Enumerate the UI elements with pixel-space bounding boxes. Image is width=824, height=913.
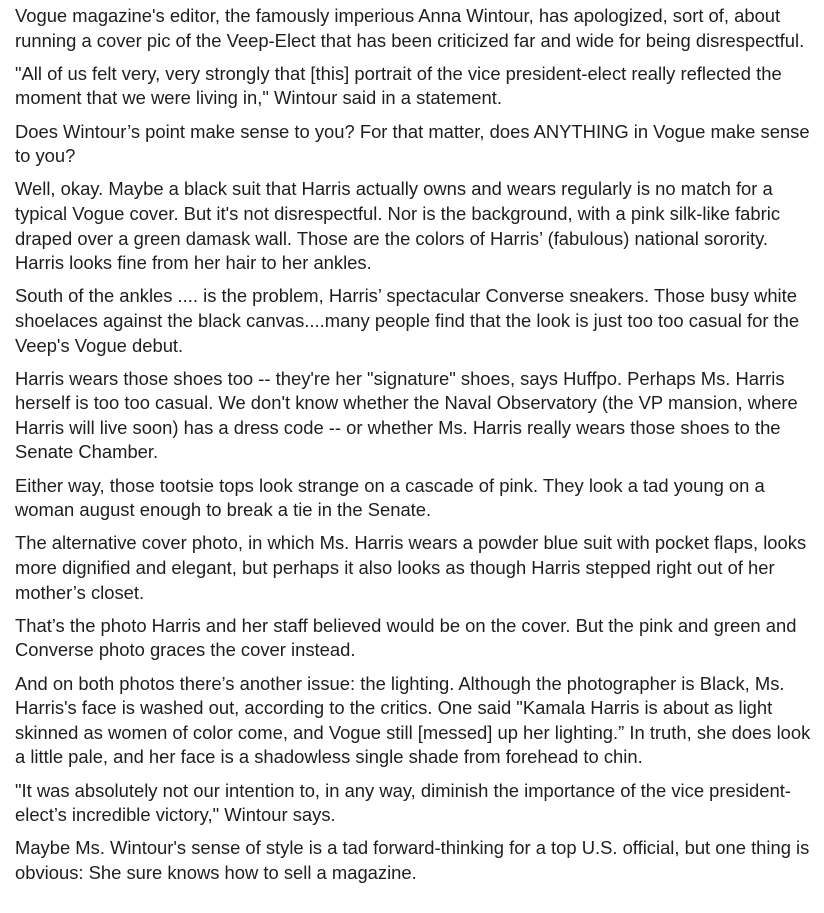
paragraph-alternative-cover: The alternative cover photo, in which Ms. Harris wears a powder blue suit with pocket flaps, looks more dignified and elegant, but perhaps it also looks as though Harris stepped right out of her mother’s closet. — [15, 532, 807, 603]
paragraph-black-suit: Well, okay. Maybe a black suit that Harris actually owns and wears regularly is no match for a typical Vogue cover. But it's not disrespectful. Nor is the background, with a pink silk-like fabric draped over a green damask wall. Those are the colors of Harris’ (fabulous) national sorority. Harris looks fine from her hair to her ankles. — [15, 178, 781, 274]
paragraph-ankles: South of the ankles .... is the problem, Harris’ spectacular Converse sneakers. Those busy white shoelaces against the black canvas....many people find that the look is just too too casual for the Veep's Vogue debut. — [15, 285, 800, 356]
paragraph-lighting: And on both photos there’s another issue: the lighting. Although the photographer is Black, Ms. Harris's face is washed out, according to the critics. One said "Kamala Harris is about as light skinned as women of color come, and Vogue still [messed] up her lighting.” In truth, she does look a little pale, and her face is a shadowless single shade from forehead to chin. — [15, 672, 811, 768]
paragraph-intention-quote: "It was absolutely not our intention to, in any way, diminish the importance of the vice president-elect’s incredible victory," Wintour says. — [15, 779, 791, 826]
paragraph-signature-shoes: Harris wears those shoes too -- they're her "signature" shoes, says Huffpo. Perhaps Ms. Harris herself is too too casual. We don't know whether the Naval Observatory (the VP mansion, where Harris will live soon) has a dress code -- or whether Ms. Harris really wears those shoes to the Senate Chamber. — [15, 367, 798, 463]
paragraph-wintour-quote: "All of us felt very, very strongly that [this] portrait of the vice president-elect really reflected the moment that we were living in," Wintour said in a statement. — [15, 62, 782, 109]
paragraph-question: Does Wintour’s point make sense to you? For that matter, does ANYTHING in Vogue make sense to you? — [15, 120, 810, 167]
paragraph-staff-belief: That’s the photo Harris and her staff believed would be on the cover. But the pink and green and Converse photo graces the cover instead. — [15, 614, 797, 661]
paragraph-tootsie-tops: Either way, those tootsie tops look strange on a cascade of pink. They look a tad young on a woman august enough to break a tie in the Senate. — [15, 474, 765, 521]
paragraph-conclusion: Maybe Ms. Wintour's sense of style is a tad forward-thinking for a top U.S. official, but one thing is obvious: She sure knows how to sell a magazine. — [15, 837, 810, 883]
paragraph-intro: Vogue magazine's editor, the famously imperious Anna Wintour, has apologized, sort of, about running a cover pic of the Veep-Elect that has been criticized far and wide for being disrespectful. — [15, 5, 805, 51]
